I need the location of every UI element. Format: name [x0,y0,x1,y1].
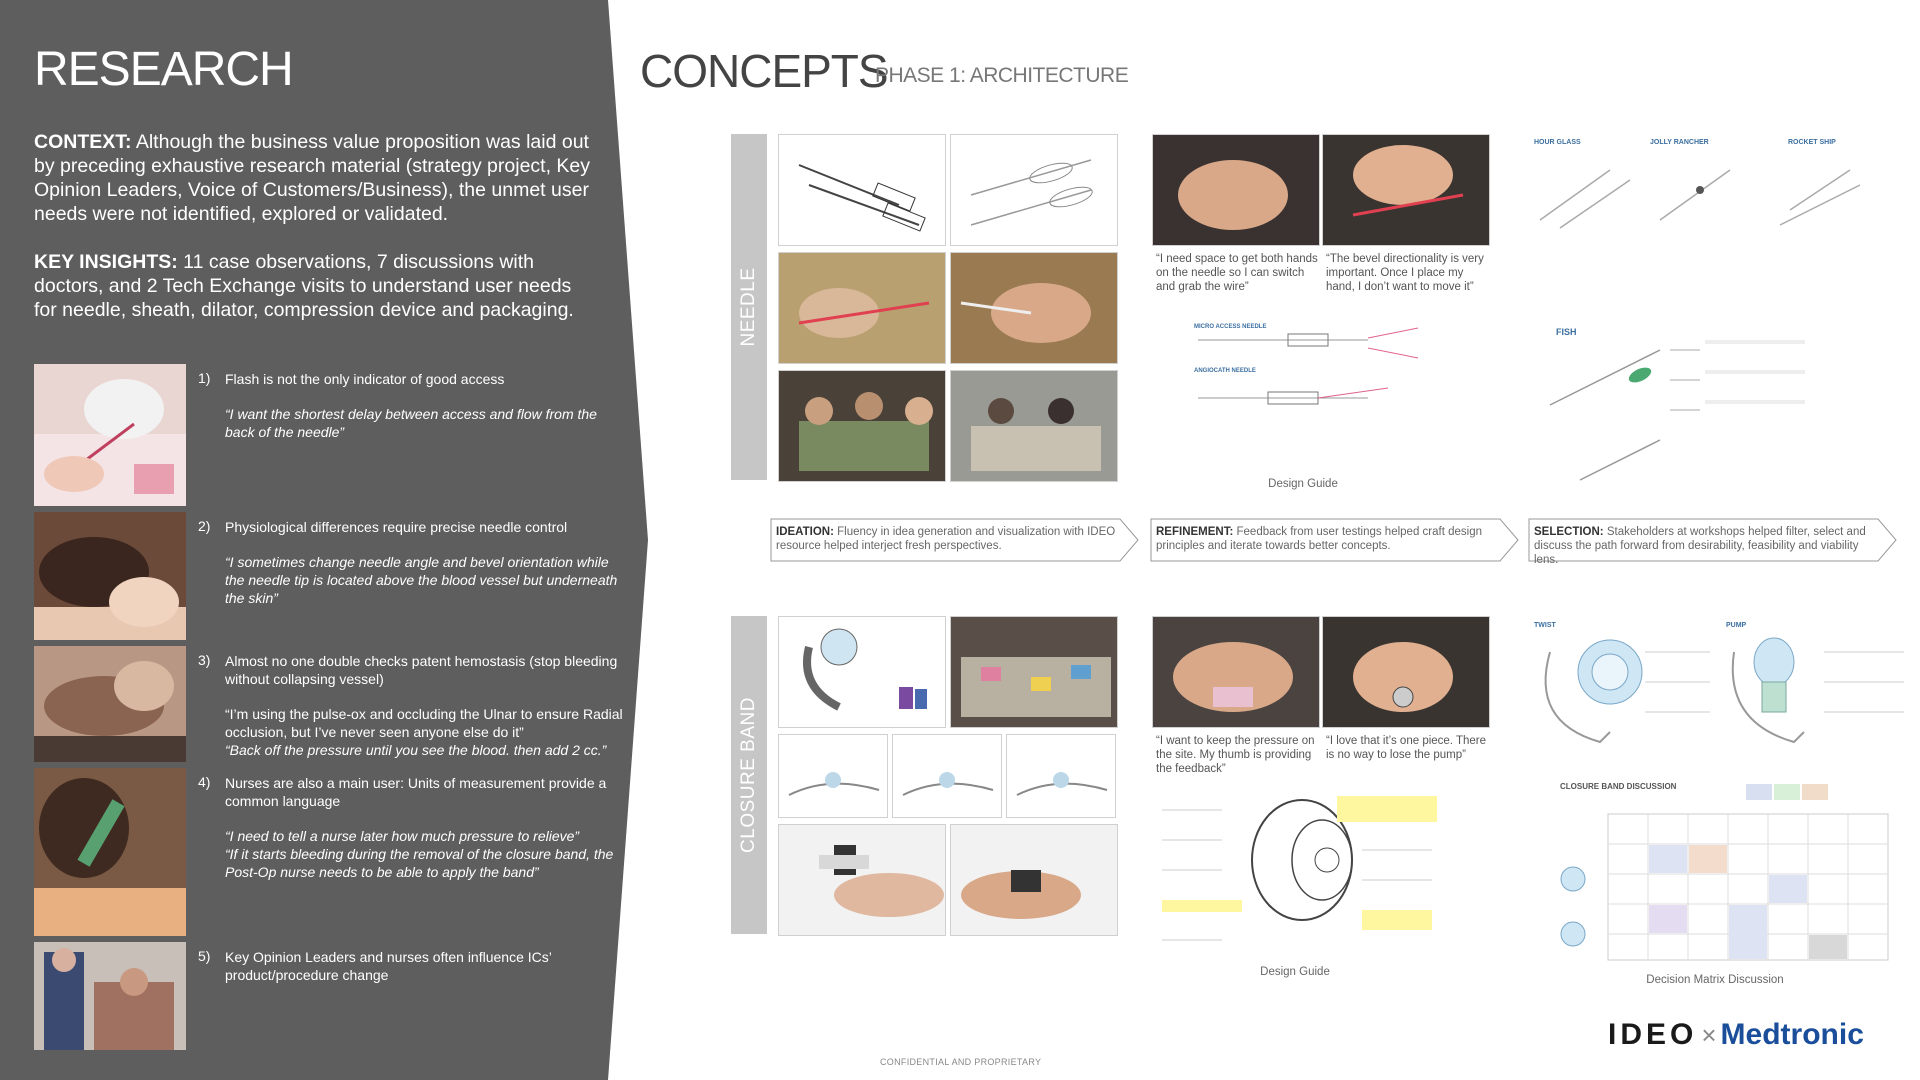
step-text [1534,525,1884,567]
row-label-closure-band [731,616,767,934]
band-concept-label: TWIST [1534,622,1556,629]
insight-item [34,364,624,506]
insight-photo [34,364,186,506]
workshop-photo [950,616,1118,728]
phase-subtitle: PHASE 1: ARCHITECTURE [875,64,1129,87]
band-concept-label: PUMP [1726,622,1747,629]
user-testing-photo [1152,616,1320,728]
insight-title: Flash is not the only indicator of good access [225,371,505,387]
decision-matrix-table [1548,784,1894,964]
insight-photo [34,942,186,1050]
insight-text [225,774,625,881]
process-step-ideation [770,518,1140,562]
logo-separator: × [1701,1020,1717,1050]
needle-prototype-photo [778,252,946,364]
closure-band-sketch [778,616,946,728]
svg-text:MICRO ACCESS NEEDLE: MICRO ACCESS NEEDLE [1194,324,1267,330]
needle-concept-label: JOLLY RANCHER [1650,139,1709,146]
needle-user-quote: “The bevel directionality is very important. Once I place my hand, I don’t want to move it” [1326,253,1484,293]
user-testing-photo [1322,134,1490,246]
insight-quote: “I want the shortest delay between access and flow from the back of the needle” [225,406,597,440]
closure-band-prototype-photo [950,824,1118,936]
research-title: RESEARCH [34,43,293,96]
key-insights-paragraph [34,250,594,322]
context-paragraph [34,130,594,226]
insight-item [34,512,624,640]
insight-quote: “I’m using the pulse-ox and occluding the Ulnar to ensure Radial occlusion, but I’ve never seen anyone else do it” [225,706,623,740]
closure-band-sketch [1006,734,1116,818]
closure-band-user-quote: “I love that it’s one piece. There is no way to lose the pump” [1326,735,1487,761]
needle-concepts-illustration [1530,150,1870,230]
needle-sketch-image [778,134,946,246]
step-text [1156,525,1506,553]
closure-band-design-guide-diagram [1162,790,1462,960]
step-description: Feedback from user testings helped craft design principles and iterate towards better concepts. [1156,526,1482,552]
design-guide-caption: Design Guide [1268,478,1338,490]
key-insights-label: KEY INSIGHTS: [34,251,178,273]
fish-concept-diagram [1540,330,1840,490]
insight-photo [34,512,186,640]
context-label: CONTEXT: [34,131,132,153]
process-step-selection [1528,518,1898,566]
svg-text:ANGIOCATH NEEDLE: ANGIOCATH NEEDLE [1194,368,1256,374]
step-description: Fluency in idea generation and visualization with IDEO resource helped interject fresh perspectives. [776,526,1116,552]
closure-band-sketch [892,734,1002,818]
insight-item [34,942,624,1050]
row-label-text: NEEDLE [738,267,759,347]
user-testing-photo [1152,134,1320,246]
process-step-refinement [1150,518,1520,562]
concepts-title: CONCEPTS [640,45,888,97]
needle-prototype-photo [950,252,1118,364]
insight-title: Key Opinion Leaders and nurses often influence ICs’ product/procedure change [225,949,552,983]
needle-sketch-image [950,134,1118,246]
insight-quote: “I sometimes change needle angle and bevel orientation while the needle tip is located above the blood vessel but underneath the skin” [225,554,618,606]
closure-band-prototype-photo [778,824,946,936]
twist-concept-illustration [1530,632,1720,752]
row-label-text: CLOSURE BAND [738,697,759,853]
row-label-needle [731,134,767,480]
insight-text [225,948,625,984]
insight-text [225,652,625,759]
medtronic-logo: Medtronic [1720,1018,1864,1051]
decision-matrix-caption: Decision Matrix Discussion [1646,974,1784,986]
insight-title: Almost no one double checks patent hemostasis (stop bleeding without collapsing vessel) [225,653,618,687]
needle-user-quote: “I need space to get both hands on the needle so I can switch and grab the wire” [1156,253,1318,293]
closure-band-sketch [778,734,888,818]
workshop-photo [778,370,946,482]
step-label: IDEATION: [776,526,834,538]
needle-design-guide-diagram [1188,318,1458,468]
ideo-logo: IDEO [1608,1018,1698,1051]
design-guide-caption: Design Guide [1260,966,1330,978]
insight-photo [34,768,186,936]
insight-number: 3) [198,652,211,668]
insight-quote: “I need to tell a nurse later how much pressure to relieve” [225,828,580,844]
insight-number: 2) [198,518,211,534]
confidential-notice: CONFIDENTIAL AND PROPRIETARY [880,1057,1042,1067]
needle-concept-label: ROCKET SHIP [1788,139,1836,146]
workshop-photo [950,370,1118,482]
step-text [776,525,1126,553]
insight-item [34,768,624,936]
closure-band-user-quote: “I want to keep the pressure on the site. My thumb is providing the feedback” [1156,735,1315,775]
insight-text [225,370,625,441]
step-label: SELECTION: [1534,526,1604,538]
key-insights-text: 11 case observations, 7 discussions with doctors, and 2 Tech Exchange visits to understand user needs for needle, sheath, dilator, compression device and packaging. [34,251,574,321]
insight-text [225,518,625,607]
step-description: Stakeholders at workshops helped filter, select and discuss the path forward from desirability, feasibility and viability lens. [1534,526,1866,566]
insight-number: 4) [198,774,211,790]
fish-concept-label: FISH [1556,327,1577,337]
insight-number: 5) [198,948,211,964]
insight-quote-2: “If it starts bleeding during the removal of the closure band, the Post-Op nurse needs to be able to apply the band” [225,846,614,880]
insight-item [34,646,624,762]
insight-title: Physiological differences require precise needle control [225,519,568,535]
pump-concept-illustration [1724,632,1914,752]
user-testing-photo [1322,616,1490,728]
partner-logos [1608,1018,1864,1052]
insight-title: Nurses are also a main user: Units of measurement provide a common language [225,775,607,809]
step-label: REFINEMENT: [1156,526,1234,538]
matrix-title: CLOSURE BAND DISCUSSION [1560,782,1677,791]
context-text: Although the business value proposition was laid out by preceding exhaustive research material (strategy project, Key Opinion Leaders, Voice of Customers/Business), the unmet user needs were not identified, explored or validated. [34,131,591,225]
insight-number: 1) [198,370,211,386]
needle-concept-label: HOUR GLASS [1534,139,1581,146]
insight-quote-2: “Back off the pressure until you see the blood. then add 2 cc.” [225,742,607,758]
insight-photo [34,646,186,762]
